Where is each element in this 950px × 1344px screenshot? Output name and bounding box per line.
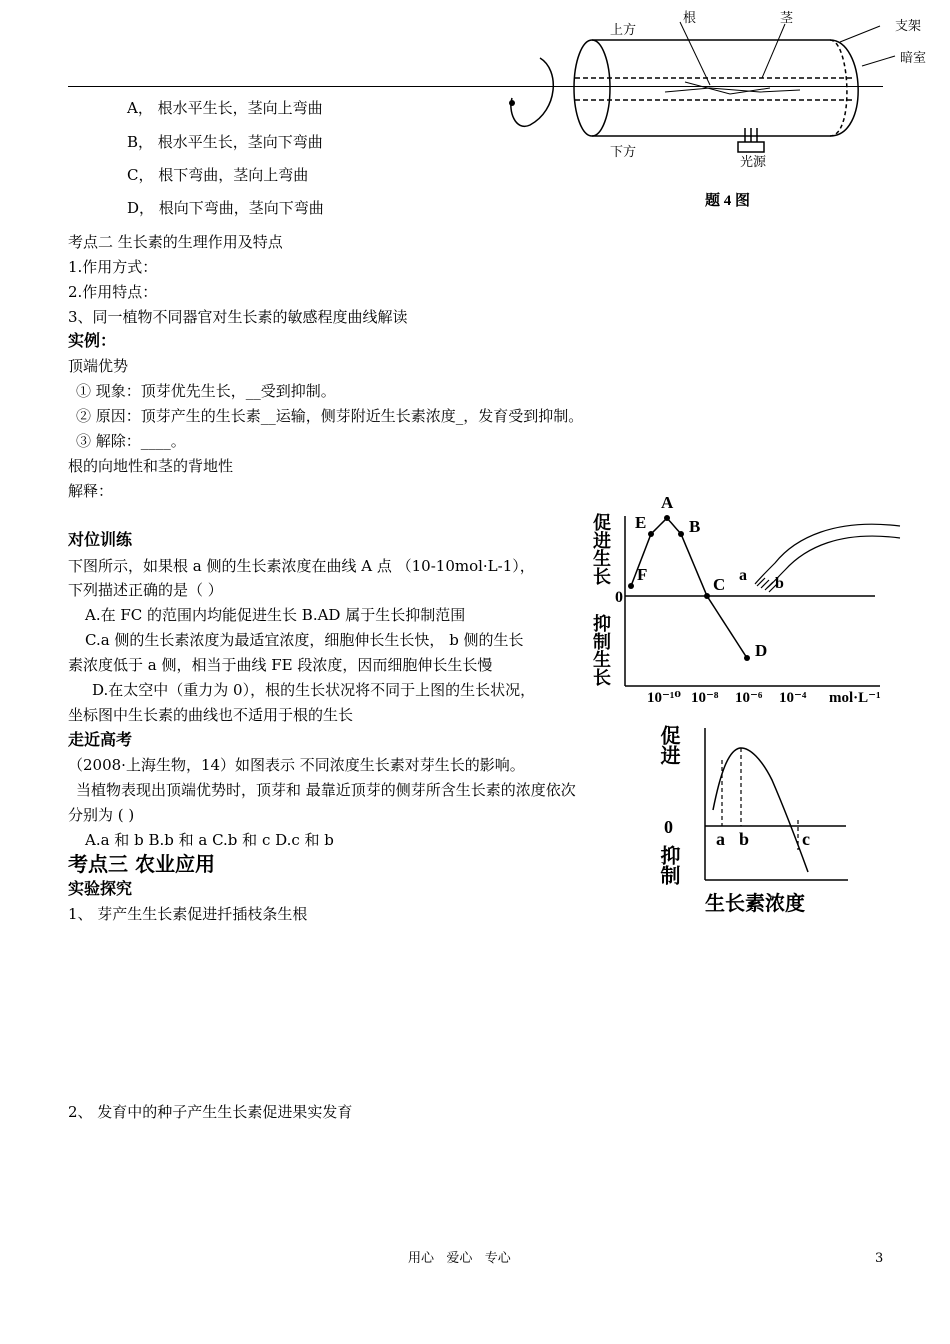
training-line4: C.a 侧的生长素浓度为最适宜浓度，细胞伸长生长快， b 侧的生长 bbox=[85, 631, 524, 649]
chart2-xlabel: 生长素浓度 bbox=[705, 893, 805, 915]
fig4-dark-label: 暗室 bbox=[900, 50, 927, 65]
fig4-light-label: 光源 bbox=[740, 154, 767, 169]
chart1-x-unit: mol·L⁻¹ bbox=[829, 690, 881, 706]
chart2-zero: 0 bbox=[664, 817, 673, 837]
fig4-top-label: 上方 bbox=[610, 22, 637, 37]
exam-title: 走近高考 bbox=[68, 730, 133, 749]
chart1-xtick-1: 10⁻⁸ bbox=[691, 690, 719, 706]
section3-item1: 1、 芽产生生长素促进扦插枝条生根 bbox=[68, 905, 308, 923]
q4-option-b: B， 根水平生长，茎向下弯曲 bbox=[127, 133, 323, 151]
exam-line1: （2008·上海生物，14）如图表示 不同浓度生长素对芽生长的影响。 bbox=[68, 756, 525, 774]
rotation-arrow bbox=[511, 58, 553, 126]
exam-line3: 分别为 ( ) bbox=[68, 806, 135, 824]
section3-subtitle: 实验探究 bbox=[68, 879, 133, 898]
root-stem-tropism: 根的向地性和茎的背地性 bbox=[68, 457, 234, 475]
chart2-ylabel-bottom: 抑制 bbox=[657, 845, 679, 885]
chart1-point-C bbox=[704, 593, 710, 599]
chart1-point-label-F: F bbox=[637, 565, 648, 584]
chart1-point-E bbox=[648, 531, 654, 537]
section3-title: 考点三 农业应用 bbox=[68, 852, 215, 876]
example-heading: 实例： bbox=[68, 331, 117, 350]
q4-option-c: C， 根下弯曲，茎向上弯曲 bbox=[127, 166, 309, 184]
exam-line4: A.a 和 b B.b 和 a C.b 和 c D.c 和 b bbox=[85, 831, 334, 849]
chart2-mark-b: b bbox=[739, 829, 750, 849]
q4-option-d: D， 根向下弯曲，茎向下弯曲 bbox=[127, 199, 324, 217]
fig4-stem-label: 茎 bbox=[780, 10, 794, 25]
removal: ③ 解除：____。 bbox=[76, 432, 186, 450]
chart1-point-label-A: A bbox=[661, 493, 674, 512]
training-line6: D.在太空中（重力为 0），根的生长状况将不同于上图的生长状况， bbox=[92, 681, 536, 699]
footer-motto: 用心 爱心 专心 bbox=[408, 1251, 511, 1266]
training-line1: 下图所示，如果根 a 侧的生长素浓度在曲线 A 点 （10-10mol·L-1）， bbox=[68, 557, 535, 575]
chart1-xtick-3: 10⁻⁴ bbox=[779, 690, 807, 706]
training-line7: 坐标图中生长素的曲线也不适用于根的生长 bbox=[68, 706, 354, 724]
chart-growth-curve bbox=[591, 493, 905, 708]
chart1-curve bbox=[631, 518, 747, 658]
chart1-point-D bbox=[744, 655, 750, 661]
chart1-xtick-2: 10⁻⁶ bbox=[735, 690, 763, 706]
reason: ② 原因：顶芽产生的生长素__运输，侧芽附近生长素浓度_，发育受到抑制。 bbox=[76, 407, 584, 425]
chart1-zero: 0 bbox=[615, 589, 623, 606]
page-number: 3 bbox=[875, 1251, 884, 1266]
fig4-bottom-label: 下方 bbox=[610, 144, 637, 159]
phenomenon: ① 现象：顶芽优先生长，__受到抑制。 bbox=[76, 382, 336, 400]
section2-item3: 3、同一植物不同器官对生长素的敏感程度曲线解读 bbox=[68, 308, 408, 326]
fig4-apparatus bbox=[500, 0, 950, 215]
q4-option-a: A， 根水平生长，茎向上弯曲 bbox=[127, 99, 323, 117]
chart-bud-growth bbox=[650, 720, 855, 925]
training-title: 对位训练 bbox=[68, 530, 133, 549]
chart1-point-label-E: E bbox=[635, 513, 647, 532]
chart2-mark-a: a bbox=[716, 829, 725, 849]
chart1-xtick-0: 10⁻¹⁰ bbox=[647, 690, 681, 706]
chart1-point-F bbox=[628, 583, 634, 589]
training-line3: A.在 FC 的范围内均能促进生长 B.AD 属于生长抑制范围 bbox=[85, 606, 466, 624]
fig4-root-label: 根 bbox=[683, 10, 697, 25]
chart1-ylabel-top: 促进生长 bbox=[591, 513, 611, 585]
root-label-a: a bbox=[739, 567, 747, 584]
explanation: 解释： bbox=[68, 482, 114, 500]
chart1-point-label-B: B bbox=[689, 517, 701, 536]
section2-item2: 2.作用特点： bbox=[68, 283, 158, 301]
cylinder-front bbox=[574, 40, 610, 136]
chart2-curve bbox=[713, 748, 808, 872]
fig4-caption: 题 4 图 bbox=[705, 193, 751, 209]
section2-title: 考点二 生长素的生理作用及特点 bbox=[68, 233, 283, 251]
chart1-ylabel-bottom: 抑制生长 bbox=[591, 614, 611, 686]
light-source bbox=[738, 142, 764, 152]
section3-item2: 2、 发育中的种子产生生长素促进果实发育 bbox=[68, 1103, 353, 1121]
chart1-point-A bbox=[664, 515, 670, 521]
chart1-point-label-D: D bbox=[755, 641, 768, 660]
exam-line2: 当植物表现出顶端优势时，顶芽和 最靠近顶芽的侧芽所含生长素的浓度依次 bbox=[76, 781, 576, 799]
chart2-ylabel-top: 促进 bbox=[657, 725, 679, 765]
chart2-mark-c: c bbox=[802, 829, 810, 849]
training-line2: 下列描述正确的是（ ） bbox=[68, 581, 223, 599]
fig4-support-label: 支架 bbox=[895, 18, 922, 33]
root-label-b: b bbox=[775, 575, 784, 592]
apical-dominance: 顶端优势 bbox=[68, 357, 129, 375]
chart1-point-label-C: C bbox=[713, 575, 726, 594]
section2-item1: 1.作用方式： bbox=[68, 258, 158, 276]
chart1-point-B bbox=[678, 531, 684, 537]
training-line5: 素浓度低于 a 侧，相当于曲线 FE 段浓度，因而细胞伸长生长慢 bbox=[68, 656, 493, 674]
plant-root bbox=[665, 88, 800, 92]
